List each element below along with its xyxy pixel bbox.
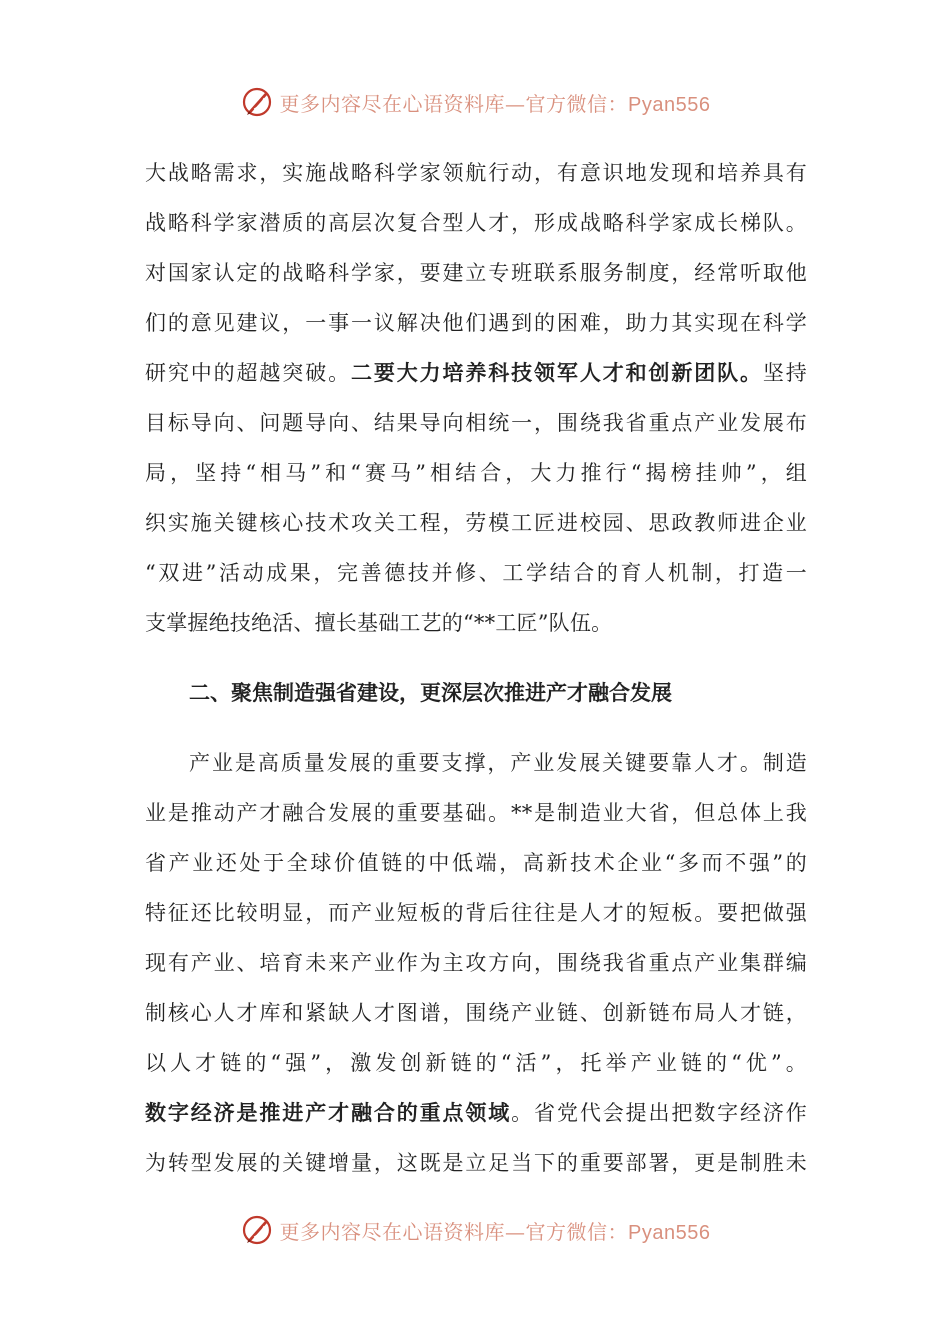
header-banner-text: 更多内容尽在心语资料库—官方微信：Pyan556	[279, 91, 711, 116]
paragraph-line: 业是推动产才融合发展的重要基础。**是制造业大省，但总体上我	[145, 801, 807, 825]
header-banner	[0, 82, 950, 122]
paragraph-line: 局，坚持“相马”和“赛马”相结合，大力推行“揭榜挂帅”，组	[145, 461, 807, 485]
bold-point: 二要大力培养科技领军人才和创新团队。	[350, 360, 763, 385]
section-heading: 二、聚焦制造强省建设，更深层次推进产才融合发展	[189, 680, 672, 705]
wechat-handle: Pyan556	[628, 93, 711, 116]
paragraph-line: 战略科学家潜质的高层次复合型人才，形成战略科学家成长梯队。	[145, 211, 807, 235]
paragraph-line: 对国家认定的战略科学家，要建立专班联系服务制度，经常听取他	[145, 261, 807, 285]
paragraph-line: 制核心人才库和紧缺人才图谱，围绕产业链、创新链布局人才链，	[145, 1001, 807, 1025]
paragraph-line: 研究中的超越突破。二要大力培养科技领军人才和创新团队。坚持	[145, 360, 807, 385]
wechat-handle: Pyan556	[628, 1221, 711, 1244]
footer-banner	[0, 1210, 950, 1250]
quill-pen-logo-icon	[240, 1213, 274, 1247]
quill-pen-logo-icon	[240, 85, 274, 119]
paragraph-line: 产业是高质量发展的重要支撑，产业发展关键要靠人才。制造	[189, 751, 807, 775]
document-body	[145, 148, 807, 1188]
paragraph-line: 现有产业、培育未来产业作为主攻方向，围绕我省重点产业集群编	[145, 951, 807, 975]
bold-point: 数字经济是推进产才融合的重点领域	[145, 1100, 512, 1125]
paragraph-line: “双进”活动成果，完善德技并修、工学结合的育人机制，打造一	[145, 561, 807, 585]
paragraph-line: 以人才链的“强”，激发创新链的“活”，托举产业链的“优”。	[145, 1051, 807, 1075]
paragraph-line: 大战略需求，实施战略科学家领航行动，有意识地发现和培养具有	[145, 161, 807, 185]
paragraph-line: 省产业还处于全球价值链的中低端，高新技术企业“多而不强”的	[145, 851, 807, 875]
paragraph-line: 支掌握绝技绝活、擅长基础工艺的“**工匠”队伍。	[145, 611, 613, 635]
paragraph-line: 为转型发展的关键增量，这既是立足当下的重要部署，更是制胜未	[145, 1151, 807, 1175]
paragraph-line: 织实施关键核心技术攻关工程，劳模工匠进校园、思政教师进企业	[145, 511, 807, 535]
paragraph-line: 数字经济是推进产才融合的重点领域。省党代会提出把数字经济作	[145, 1100, 807, 1125]
paragraph-line: 特征还比较明显，而产业短板的背后往往是人才的短板。要把做强	[145, 901, 807, 925]
paragraph-line: 目标导向、问题导向、结果导向相统一，围绕我省重点产业发展布	[145, 411, 807, 435]
footer-banner-text: 更多内容尽在心语资料库—官方微信：Pyan556	[279, 1219, 711, 1244]
paragraph-line: 们的意见建议，一事一议解决他们遇到的困难，助力其实现在科学	[145, 311, 807, 335]
